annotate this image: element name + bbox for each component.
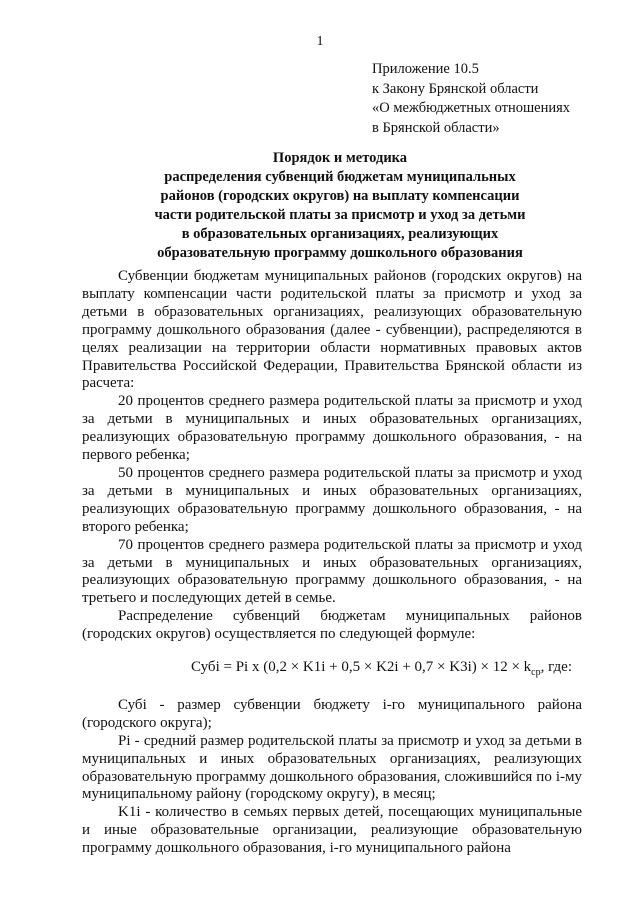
rate-50-paragraph: 50 процентов среднего размера родительской платы за присмотр и уход за детьми в муниципальных и иных образовательных организациях, реализующих образовательную программу дошкольного образования, - на второго ребенка; (82, 464, 582, 535)
distribution-paragraph: Распределение субвенций бюджетам муниципальных районов (городских округов) осуществляется по следующей формуле: (82, 608, 582, 643)
title-line: распределения субвенций бюджетам муниципальных (164, 169, 516, 185)
document-title (80, 149, 600, 263)
title-line: Порядок и методика (272, 150, 408, 166)
definition-k1i: K1i - количество в семьях первых детей, посещающих муниципальные и иные образовательные организации, реализующие образовательную программу дошкольного образования, i-го муниципального района (82, 804, 582, 857)
rate-70-paragraph: 70 процентов среднего размера родительской платы за присмотр и уход за детьми в муниципальных и иных образовательных организациях, реализующих образовательную программу дошкольного образования, - на третьего и последующих детей в семье. (82, 536, 582, 607)
appendix-line: «О межбюджетных отношениях (372, 100, 571, 116)
appendix-line: Приложение 10.5 (372, 61, 479, 77)
formula-subscript: ср (531, 667, 541, 679)
appendix-line: в Брянской области» (372, 119, 500, 136)
page-number: 1 (316, 34, 324, 49)
rate-20-paragraph: 20 процентов среднего размера родительской платы за присмотр и уход за детьми в муниципальных и иных образовательных организациях, реализующих образовательную программу дошкольного образования, - на первого ребенка; (82, 393, 582, 464)
title-line: районов (городских округов) на выплату компенсации (160, 188, 520, 204)
title-line: части родительской платы за присмотр и уход за детьми (154, 207, 526, 223)
title-line: образовательную программу дошкольного образования (157, 245, 523, 261)
intro-paragraph: Субвенции бюджетам муниципальных районов (городских округов) на выплату компенсации части родительской платы за присмотр и уход за детьми в образовательных организациях, реализующих образовательную программу дошкольного образования (далее - субвенции), распределяются в целях реализации на территории области нормативных правовых актов Правительства Российской Федерации, Правительства Брянской области из расчета: (82, 268, 582, 392)
document-body (82, 268, 582, 858)
subvention-formula (82, 659, 582, 682)
appendix-reference (372, 60, 570, 138)
formula-main: Субi = Pi x (0,2 × K1i + 0,5 × K2i + 0,7 × K3i) × 12 × k (191, 659, 532, 676)
appendix-line: к Закону Брянской области (372, 80, 539, 97)
definition-pi: Pi - средний размер родительской платы за присмотр и уход за детьми в муниципальных и иных образовательных организациях, реализующих образовательную программу дошкольного образования, сложившийся по i-му муниципальному району (городскому округу), в месяц; (82, 732, 582, 803)
definition-subi: Субi - размер субвенции бюджету i-го муниципального района (городского округа); (82, 696, 582, 731)
title-line: в образовательных организациях, реализующих (181, 226, 499, 242)
formula-tail: , где: (540, 659, 572, 676)
